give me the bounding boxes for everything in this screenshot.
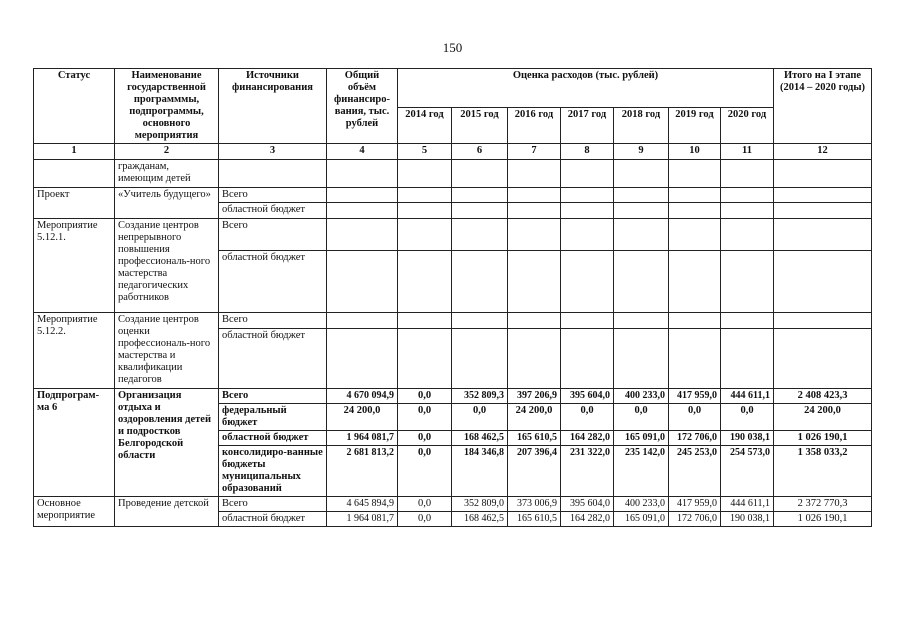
value-cell: 190 038,1	[721, 512, 774, 527]
value-cell: 1 358 033,2	[774, 445, 872, 496]
program-name-cell: Создание центров оценки профессиональ-ного мастерства и квалификации педагогов	[115, 312, 219, 388]
col-number: 2	[115, 144, 219, 160]
value-cell: 245 253,0	[669, 445, 721, 496]
program-name-cell: Организация отдыха и оздоровления детей и подростков Белгородской области	[115, 388, 219, 497]
value-cell: 254 573,0	[721, 445, 774, 496]
value-cell: 0,0	[398, 388, 452, 403]
source-cell: Всего	[219, 188, 327, 203]
source-cell: Всего	[219, 218, 327, 250]
value-cell: 24 200,0	[774, 403, 872, 430]
status-cell: Основное мероприятие	[34, 497, 115, 527]
value-cell: 395 604,0	[561, 497, 614, 512]
value-cell: 395 604,0	[561, 388, 614, 403]
value-cell: 0,0	[398, 445, 452, 496]
value-cell: 231 322,0	[561, 445, 614, 496]
table-row	[34, 388, 872, 403]
col-number: 10	[669, 144, 721, 160]
value-cell: 190 038,1	[721, 430, 774, 445]
col-number: 9	[614, 144, 669, 160]
value-cell: 165 610,5	[508, 430, 561, 445]
value-cell: 165 091,0	[614, 512, 669, 527]
value-cell: 2 372 770,3	[774, 497, 872, 512]
table-row	[34, 312, 872, 328]
year-header: 2014 год	[398, 108, 452, 144]
source-cell: областной бюджет	[219, 430, 327, 445]
value-cell: 0,0	[398, 497, 452, 512]
table-row	[34, 188, 872, 203]
source-cell: областной бюджет	[219, 250, 327, 312]
status-cell: Мероприятие 5.12.2.	[34, 312, 115, 388]
value-cell: 1 964 081,7	[327, 430, 398, 445]
value-cell: 0,0	[398, 403, 452, 430]
value-cell: 373 006,9	[508, 497, 561, 512]
year-header: 2017 год	[561, 108, 614, 144]
page-number: 150	[442, 40, 463, 55]
year-header: 2015 год	[452, 108, 508, 144]
value-cell: 207 396,4	[508, 445, 561, 496]
value-cell: 0,0	[398, 512, 452, 527]
value-cell: 0,0	[452, 403, 508, 430]
col-number: 4	[327, 144, 398, 160]
source-cell: Всего	[219, 312, 327, 328]
total-volume-header: Общий объём финансиро-вания, тыс. рублей	[327, 69, 398, 144]
source-cell: областной бюджет	[219, 328, 327, 388]
value-cell: 400 233,0	[614, 497, 669, 512]
value-cell: 24 200,0	[508, 403, 561, 430]
budget-table	[33, 68, 872, 527]
status-cell: Мероприятие 5.12.1.	[34, 218, 115, 312]
value-cell: 184 346,8	[452, 445, 508, 496]
value-cell: 168 462,5	[452, 512, 508, 527]
table-row	[34, 497, 872, 512]
value-cell: 352 809,0	[452, 497, 508, 512]
value-cell: 444 611,1	[721, 388, 774, 403]
program-name-cell: гражданам, имеющим детей	[115, 160, 219, 188]
value-cell: 165 610,5	[508, 512, 561, 527]
status-cell: Подпрограм-ма 6	[34, 388, 115, 497]
col-number: 12	[774, 144, 872, 160]
program-name-header: Наименование государственной программмы, подпрограммы, основного мероприятия	[115, 69, 219, 144]
program-name-cell: Проведение детской	[115, 497, 219, 527]
year-header: 2016 год	[508, 108, 561, 144]
value-cell: 0,0	[669, 403, 721, 430]
value-cell: 352 809,3	[452, 388, 508, 403]
year-header: 2018 год	[614, 108, 669, 144]
source-cell: федеральный бюджет	[219, 403, 327, 430]
value-cell: 4 670 094,9	[327, 388, 398, 403]
table-row	[34, 218, 872, 250]
value-cell: 4 645 894,9	[327, 497, 398, 512]
year-header: 2020 год	[721, 108, 774, 144]
value-cell: 1 026 190,1	[774, 430, 872, 445]
col-number: 5	[398, 144, 452, 160]
col-number: 8	[561, 144, 614, 160]
sources-header: Источники финансирования	[219, 69, 327, 144]
source-cell: Всего	[219, 388, 327, 403]
stage-total-header: Итого на I этапе (2014 – 2020 годы)	[774, 69, 872, 144]
value-cell: 0,0	[614, 403, 669, 430]
col-number: 3	[219, 144, 327, 160]
value-cell: 1 026 190,1	[774, 512, 872, 527]
value-cell: 1 964 081,7	[327, 512, 398, 527]
col-number: 7	[508, 144, 561, 160]
value-cell: 164 282,0	[561, 512, 614, 527]
value-cell: 165 091,0	[614, 430, 669, 445]
program-name-cell: Создание центров непрерывного повышения профессиональ-ного мастерства педагогических работников	[115, 218, 219, 312]
col-number: 6	[452, 144, 508, 160]
value-cell: 235 142,0	[614, 445, 669, 496]
value-cell: 172 706,0	[669, 512, 721, 527]
value-cell: 0,0	[721, 403, 774, 430]
value-cell: 417 959,0	[669, 388, 721, 403]
column-numbers-row	[34, 144, 872, 160]
value-cell: 2 681 813,2	[327, 445, 398, 496]
value-cell: 24 200,0	[327, 403, 398, 430]
value-cell: 417 959,0	[669, 497, 721, 512]
value-cell: 172 706,0	[669, 430, 721, 445]
value-cell: 400 233,0	[614, 388, 669, 403]
header-row	[34, 69, 872, 108]
value-cell: 0,0	[561, 403, 614, 430]
value-cell: 168 462,5	[452, 430, 508, 445]
col-number: 11	[721, 144, 774, 160]
table-row	[34, 160, 872, 188]
col-number: 1	[34, 144, 115, 160]
value-cell: 0,0	[398, 430, 452, 445]
source-cell: консолидиро-ванные бюджеты муниципальных образований	[219, 445, 327, 496]
year-header: 2019 год	[669, 108, 721, 144]
status-header: Статус	[34, 69, 115, 144]
estimate-header: Оценка расходов (тыс. рублей)	[398, 69, 774, 108]
value-cell: 2 408 423,3	[774, 388, 872, 403]
program-name-cell: «Учитель будущего»	[115, 188, 219, 218]
value-cell: 444 611,1	[721, 497, 774, 512]
value-cell: 397 206,9	[508, 388, 561, 403]
source-cell: областной бюджет	[219, 203, 327, 218]
status-cell: Проект	[34, 188, 115, 218]
value-cell: 164 282,0	[561, 430, 614, 445]
source-cell: Всего	[219, 497, 327, 512]
source-cell: областной бюджет	[219, 512, 327, 527]
